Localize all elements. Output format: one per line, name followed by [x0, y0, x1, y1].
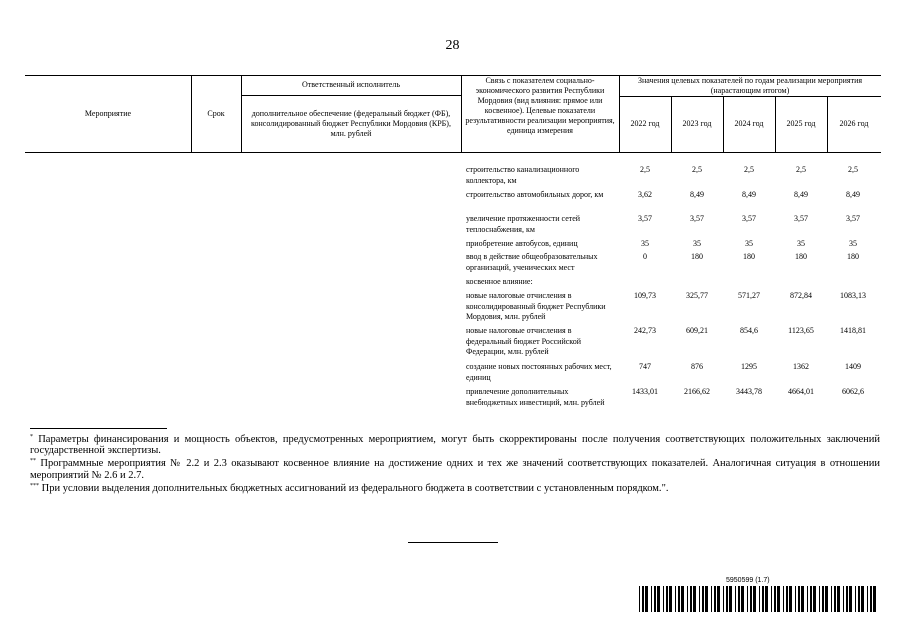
value-2022: 3,57 [638, 214, 652, 223]
value-2022: 242,73 [634, 326, 656, 335]
value-2024: 35 [745, 239, 753, 248]
footnote-separator [30, 428, 167, 429]
indicator-group-label: косвенное влияние: [466, 277, 533, 286]
end-separator [408, 542, 498, 543]
header-year-2023: 2023 год [682, 119, 712, 128]
header-year-2024: 2024 год [734, 119, 764, 128]
value-2026: 6062,6 [842, 387, 864, 396]
footnote-3: *** При условии выделения дополнительных бюджетных ассигнований из федерального бюджета в соответствии с установленным порядком.". [30, 482, 669, 494]
value-2022: 2,5 [640, 165, 650, 174]
value-2024: 1295 [741, 362, 757, 371]
value-2022: 0 [643, 252, 647, 261]
header-values-title: Значения целевых показателей по годам реализации мероприятия (нарастающим итогом) [637, 75, 863, 95]
value-2022: 109,73 [634, 291, 656, 300]
value-2023: 3,57 [690, 214, 704, 223]
value-2025: 1123,65 [788, 326, 814, 335]
page-number: 28 [445, 38, 460, 53]
indicator-name: новые налоговые отчисления в консолидированный бюджет Республики Мордовия, млн. рублей [466, 291, 606, 321]
value-2023: 2,5 [692, 165, 702, 174]
value-2022: 1433,01 [632, 387, 658, 396]
indicator-name: привлечение дополнительных внебюджетных инвестиций, млн. рублей [466, 387, 605, 407]
header-activity: Мероприятие [84, 109, 132, 118]
table-header [25, 75, 881, 153]
value-2026: 1418,81 [840, 326, 866, 335]
value-2024: 3,57 [742, 214, 756, 223]
header-term: Срок [207, 109, 225, 118]
indicator-name: создание новых постоянных рабочих мест, единиц [466, 362, 612, 382]
value-2024: 854,6 [740, 326, 758, 335]
value-2023: 180 [691, 252, 703, 261]
value-2026: 180 [847, 252, 859, 261]
value-2022: 3,62 [638, 190, 652, 199]
value-2023: 609,21 [686, 326, 708, 335]
value-2023: 8,49 [690, 190, 704, 199]
footnotes [30, 432, 880, 494]
indicator-name: приобретение автобусов, единиц [466, 239, 578, 248]
indicator-name: строительство канализационного коллектора, км [466, 165, 580, 185]
value-2026: 8,49 [846, 190, 860, 199]
value-2022: 35 [641, 239, 649, 248]
footnote-2: ** Программные мероприятия № 2.2 и 2.3 оказывают косвенное влияние на достижение одних и тех же значений соответствующих показателей. Аналогичная ситуация в отношении мероприятий № 2.6 и 2.7. [30, 458, 880, 481]
value-2026: 3,57 [846, 214, 860, 223]
header-year-2026: 2026 год [839, 119, 869, 128]
header-executor: Ответственный исполнитель [302, 80, 400, 89]
indicator-name: строительство автомобильных дорог, км [466, 190, 604, 199]
value-2025: 1362 [793, 362, 809, 371]
value-2022: 747 [639, 362, 651, 371]
header-year-2022: 2022 год [630, 119, 660, 128]
value-2025: 35 [797, 239, 805, 248]
value-2023: 876 [691, 362, 703, 371]
header-funding: дополнительное обеспечение (федеральный бюджет (ФБ), консолидированный бюджет Республики Мордовия (КРБ), млн. рублей [251, 109, 451, 138]
indicator-name: новые налоговые отчисления в федеральный бюджет Российской Федерации, млн. рублей [466, 326, 582, 356]
value-2024: 180 [743, 252, 755, 261]
indicator-name: увеличение протяженности сетей теплоснабжения, км [466, 214, 581, 234]
value-2026: 2,5 [848, 165, 858, 174]
footnote-1: * Параметры финансирования и мощность объектов, предусмотренных мероприятием, могут быть скорректированы после получения соответствующих положительных заключений государственной экспертизы. [30, 434, 881, 457]
value-2023: 35 [693, 239, 701, 248]
value-2025: 2,5 [796, 165, 806, 174]
value-2025: 8,49 [794, 190, 808, 199]
value-2023: 2166,62 [684, 387, 710, 396]
value-2024: 3443,78 [736, 387, 762, 396]
value-2026: 1409 [845, 362, 861, 371]
value-2026: 35 [849, 239, 857, 248]
value-2026: 1083,13 [840, 291, 866, 300]
header-link: Связь с показателем социально-экономического развития Республики Мордовия (вид влияния: прямое или косвенное). Целевые показатели результативности реализации мероприятия, единица измерения [465, 76, 615, 135]
value-2024: 2,5 [744, 165, 754, 174]
header-year-2025: 2025 год [786, 119, 816, 128]
value-2024: 571,27 [738, 291, 760, 300]
value-2025: 3,57 [794, 214, 808, 223]
document-code: 5950599 (1.7) [726, 577, 770, 584]
value-2024: 8,49 [742, 190, 756, 199]
value-2025: 180 [795, 252, 807, 261]
indicator-name: ввод в действие общеобразовательных организаций, ученических мест [466, 252, 598, 272]
value-2023: 325,77 [686, 291, 708, 300]
value-2025: 872,84 [790, 291, 812, 300]
value-2025: 4664,01 [788, 387, 814, 396]
barcode-icon [639, 586, 881, 612]
